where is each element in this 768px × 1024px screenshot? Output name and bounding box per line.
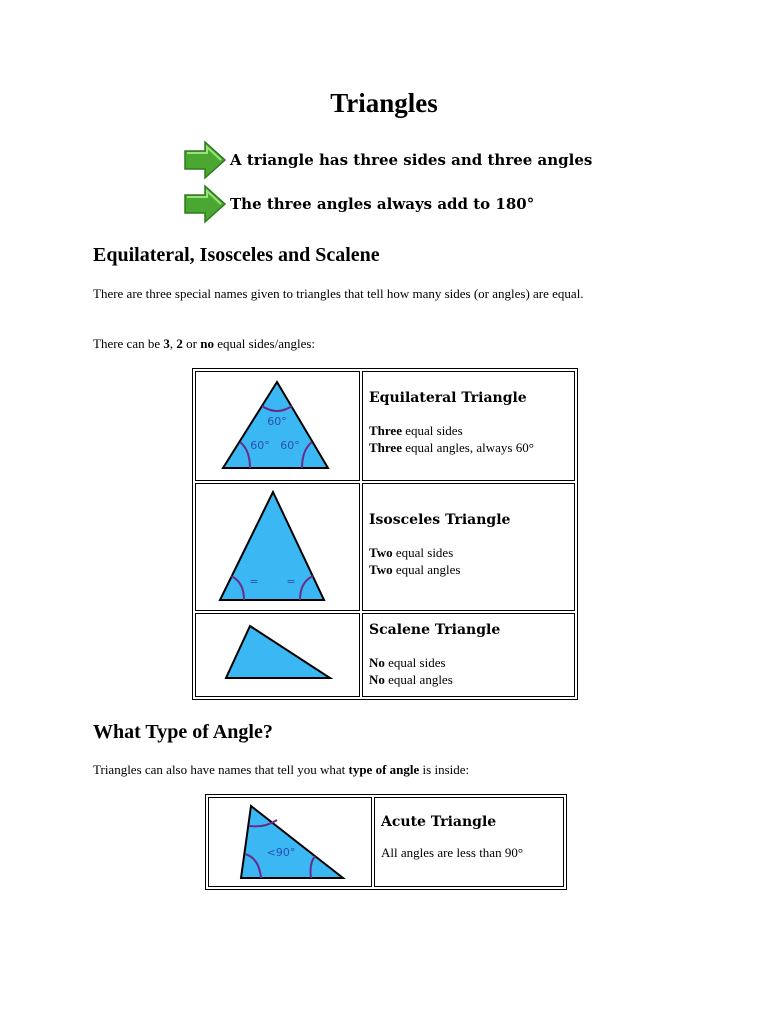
table-row [195, 371, 575, 481]
bullet-text: The three angles always add to 180° [230, 195, 535, 213]
triangle-property: Two equal angles [369, 562, 461, 577]
triangle-image-cell [208, 797, 372, 887]
section-paragraph: Triangles can also have names that tell you what type of angle is inside: [93, 762, 470, 777]
isosceles-triangle-image [196, 484, 359, 606]
table-row [208, 797, 564, 887]
equilateral-triangle-image [196, 372, 359, 476]
bullet-item [183, 184, 534, 224]
table-row [195, 613, 575, 697]
bullet-item [183, 140, 592, 180]
green-arrow-icon [183, 184, 227, 224]
acute-triangle-image [209, 798, 371, 882]
section-heading: Equilateral, Isosceles and Scalene [93, 244, 380, 266]
triangle-property: Three equal angles, always 60° [369, 440, 534, 455]
triangle-property: All angles are less than 90° [381, 845, 524, 860]
triangle-description-cell [374, 797, 564, 887]
triangle-name: Equilateral Triangle [369, 390, 527, 406]
triangle-name: Scalene Triangle [369, 622, 501, 638]
scalene-triangle-image [196, 614, 359, 692]
triangle-name: Acute Triangle [381, 814, 497, 830]
triangle-types-table [192, 368, 578, 700]
triangle-property: Two equal sides [369, 545, 454, 560]
angle-label: = [286, 575, 296, 588]
triangle-name: Isosceles Triangle [369, 512, 511, 528]
angle-label: = [249, 575, 259, 588]
triangle-image-cell [195, 371, 360, 481]
triangle-property: Three equal sides [369, 423, 463, 438]
triangle-image-cell [195, 613, 360, 697]
triangle-image-cell [195, 483, 360, 611]
triangle-property: No equal angles [369, 672, 453, 687]
triangle-description-cell [362, 371, 575, 481]
angle-label: <90° [266, 846, 296, 859]
green-arrow-icon [183, 140, 227, 180]
section-paragraph: There are three special names given to triangles that tell how many sides (or angles) are equal. [93, 286, 584, 301]
triangle-description-cell [362, 613, 575, 697]
section-heading: What Type of Angle? [93, 721, 273, 743]
table-row [195, 483, 575, 611]
triangle-description-cell [362, 483, 575, 611]
angle-label: 60° [280, 439, 300, 452]
page-title: Triangles [330, 88, 438, 118]
angle-types-table [205, 794, 567, 890]
triangle-property: No equal sides [369, 655, 446, 670]
bullet-text: A triangle has three sides and three angles [230, 151, 593, 169]
angle-label: 60° [267, 415, 287, 428]
section-paragraph: There can be 3, 2 or no equal sides/angles: [93, 336, 316, 351]
angle-label: 60° [250, 439, 270, 452]
